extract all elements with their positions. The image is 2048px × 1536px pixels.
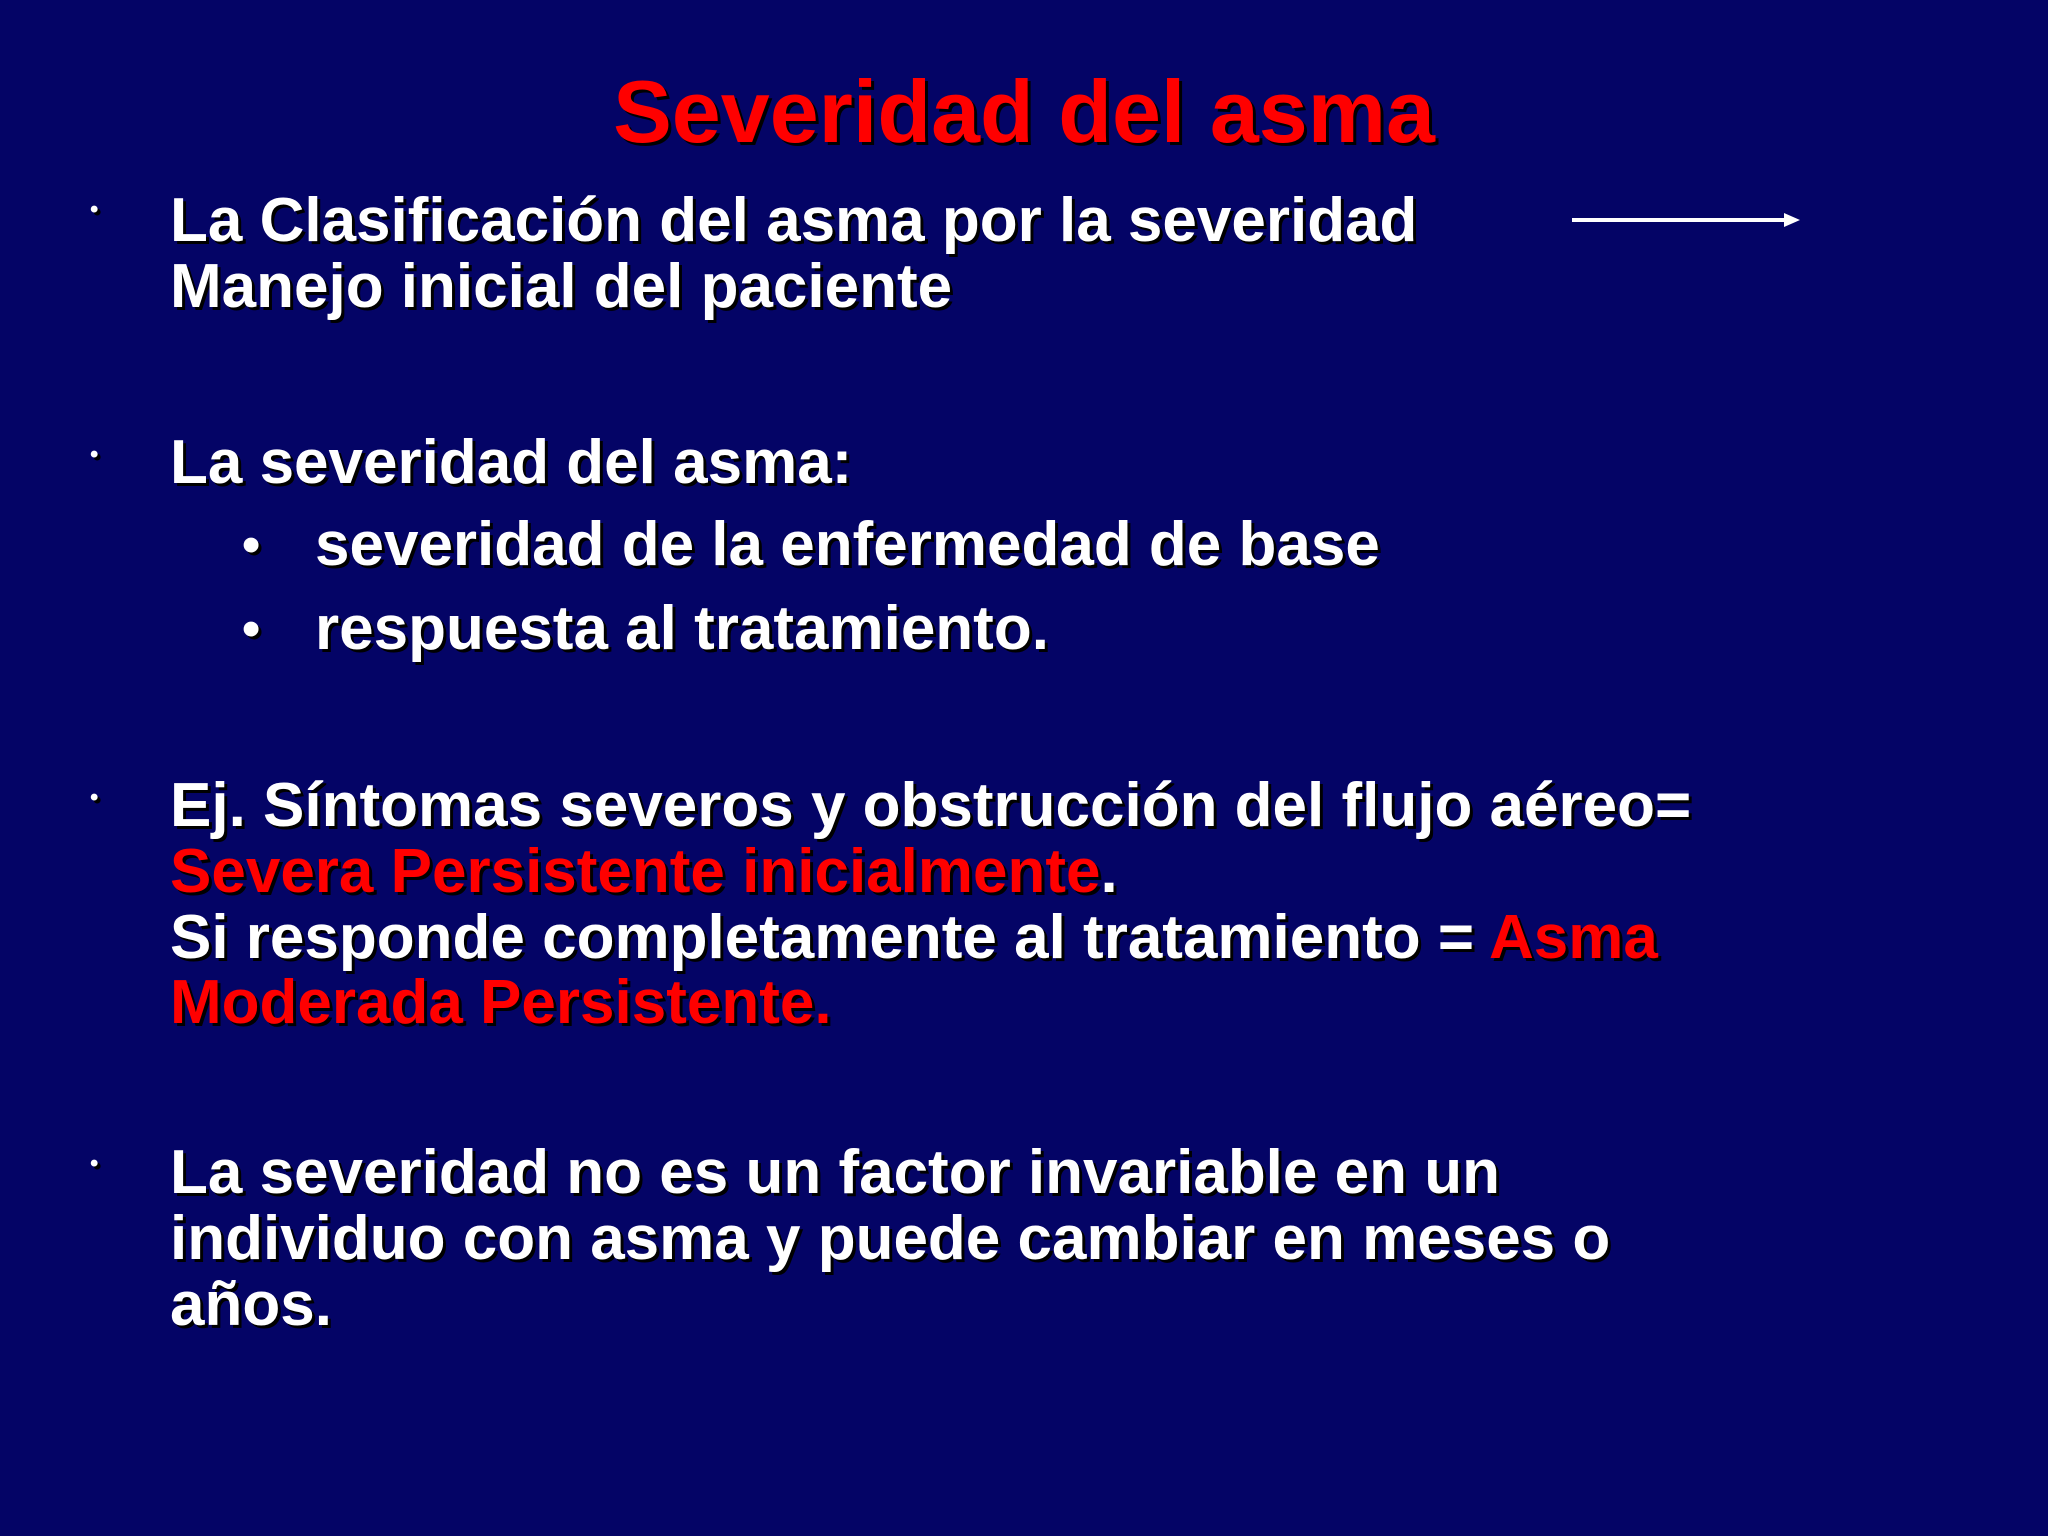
bullet-icon: • <box>90 196 99 223</box>
bullet-icon: • <box>90 1150 99 1177</box>
item3-line2-highlight: Severa Persistente inicialmente <box>170 837 1101 906</box>
item3-line1: Ej. Síntomas severos y obstrucción del flujo aéreo= <box>170 771 1692 840</box>
item1-line1: La Clasificación del asma por la severidad <box>170 186 1418 255</box>
slide-title: Severidad del asma <box>613 62 1435 161</box>
right-arrow-icon <box>1572 209 1802 231</box>
bullet-icon: • <box>90 441 99 468</box>
item2-sub-2: respuesta al tratamiento. <box>315 594 1049 663</box>
item4-line1: La severidad no es un factor invariable en un <box>170 1138 1500 1207</box>
item3-line2 <box>170 839 1118 905</box>
item3-line2-end: . <box>1100 837 1118 906</box>
sub-bullet-icon: • <box>242 516 261 574</box>
item2-sub-1: severidad de la enfermedad de base <box>315 510 1380 579</box>
item2-text: La severidad del asma: <box>170 428 853 497</box>
item1-line2: Manejo inicial del paciente <box>170 252 953 321</box>
item4-line2: individuo con asma y puede cambiar en meses o <box>170 1204 1611 1273</box>
item4-line3: años. <box>170 1270 332 1339</box>
item3-line3 <box>170 905 1658 971</box>
item3-line3-highlight: Asma <box>1489 903 1658 972</box>
sub-bullet-icon: • <box>242 600 261 658</box>
bullet-icon: • <box>90 784 99 811</box>
item3-line3-text: Si responde completamente al tratamiento = <box>170 903 1490 972</box>
item3-line4-highlight: Moderada Persistente. <box>170 968 832 1037</box>
